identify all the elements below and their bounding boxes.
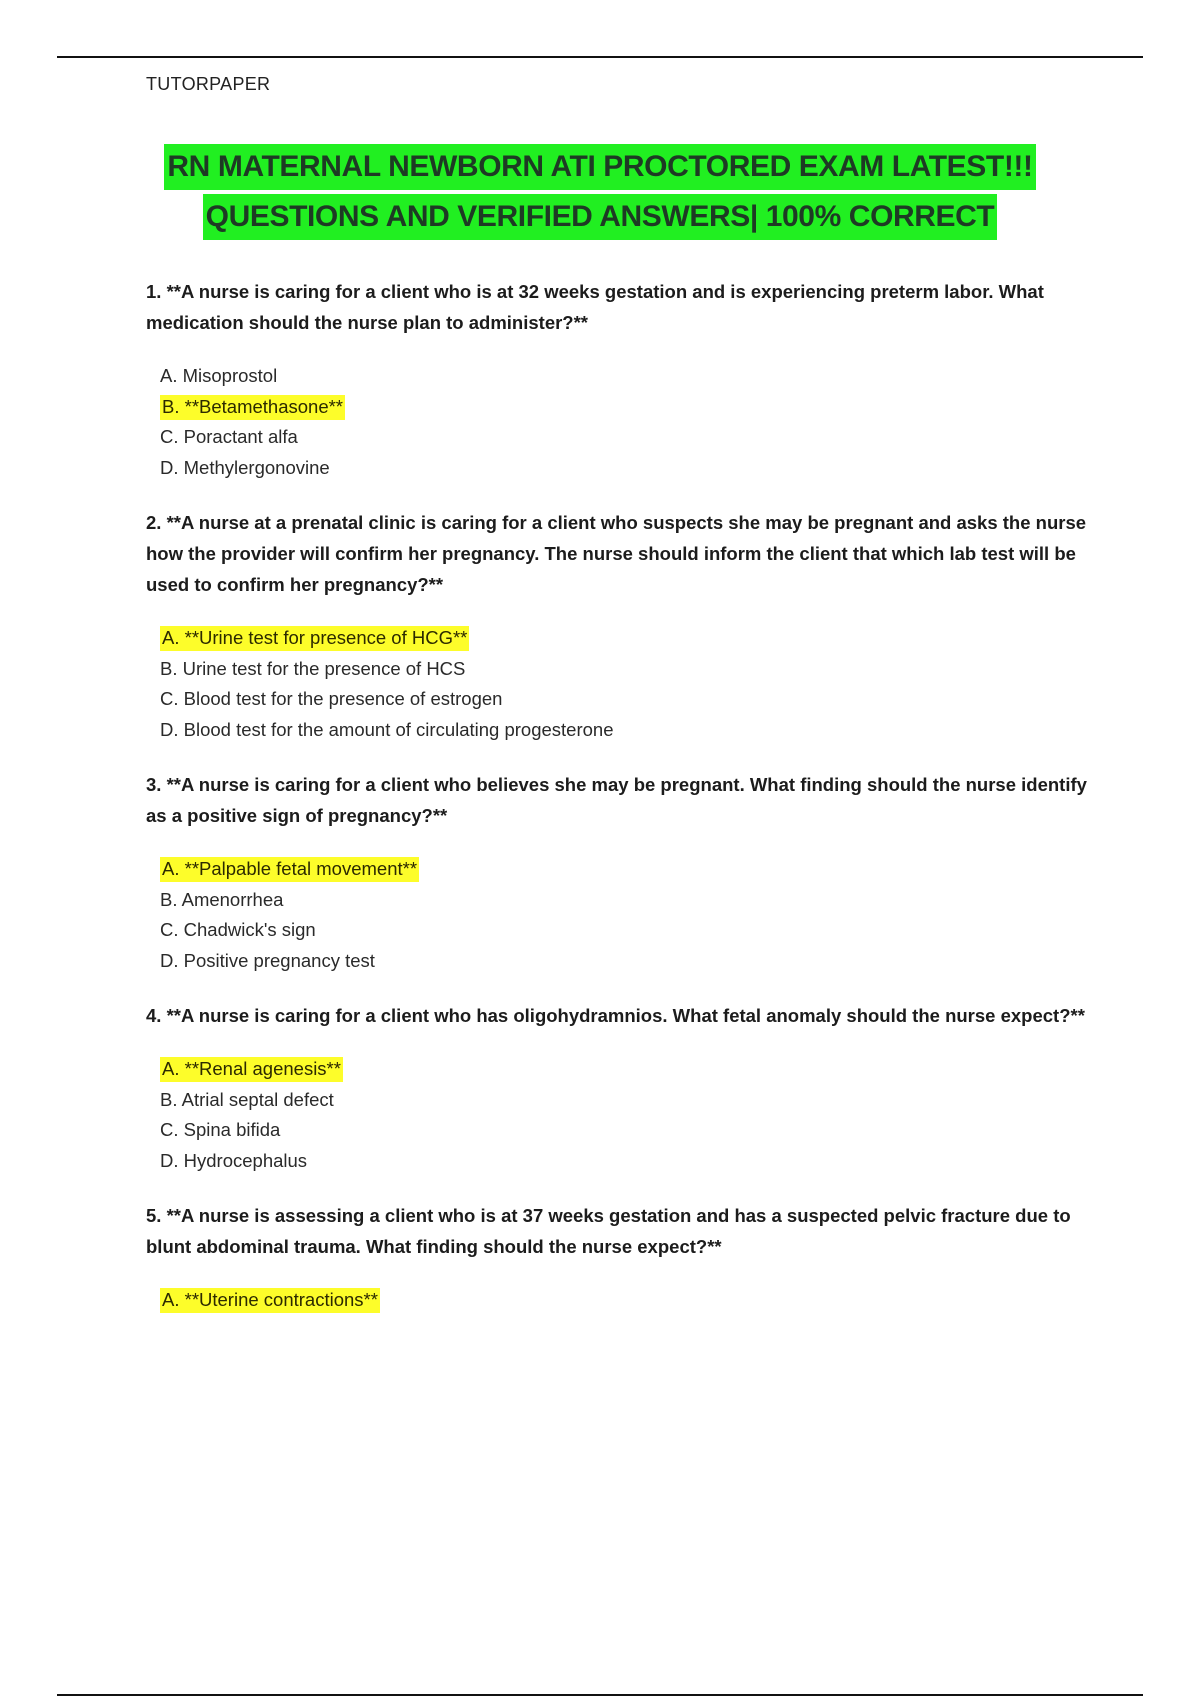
option-item-correct [160,854,1096,885]
option-item-correct [160,392,1096,423]
option-text: C. Blood test for the presence of estrogen [160,688,503,709]
option-item [160,422,1096,453]
question-text: 4. **A nurse is caring for a client who has oligohydramnios. What fetal anomaly should the nurse expect?** [146,1005,1085,1026]
option-text: C. Spina bifida [160,1119,281,1140]
question-text: 5. **A nurse is assessing a client who is at 37 weeks gestation and has a suspected pelvic fracture due to blunt abdominal trauma. What finding should the nurse expect?** [146,1205,1071,1257]
option-text: D. Methylergonovine [160,456,330,478]
question-text: 2. **A nurse at a prenatal clinic is caring for a client who suspects she may be pregnant and asks the nurse how the provider will confirm her pregnancy. The nurse should inform the client that which lab test will be used to confirm her pregnancy?** [146,512,1087,595]
question-5 [146,1200,1096,1316]
option-text: D. Hydrocephalus [160,1149,308,1171]
correct-answer-highlight: A. **Palpable fetal movement** [160,857,419,882]
correct-answer-highlight: A. **Renal agenesis** [160,1057,343,1082]
option-text: B. Atrial septal defect [160,1088,334,1110]
option-item [160,885,1096,916]
option-item [160,1085,1096,1116]
correct-answer-highlight: B. **Betamethasone** [160,395,345,420]
option-text: D. Positive pregnancy test [160,949,375,971]
option-item [160,1146,1096,1177]
option-text: B. Urine test for the presence of HCS [160,657,466,679]
option-item-correct [160,1054,1096,1085]
option-text: B. Amenorrhea [160,888,284,910]
correct-answer-highlight: A. **Uterine contractions** [160,1288,380,1313]
bottom-rule [57,1694,1143,1696]
header-label: TUTORPAPER [146,74,271,94]
option-item [160,915,1096,946]
option-list [160,623,1096,745]
option-item [160,946,1096,977]
option-text: A. Misoprostol [160,365,278,386]
option-list [160,1054,1096,1176]
option-item-correct [160,623,1096,654]
option-item [160,1115,1096,1146]
option-list [160,1285,1096,1316]
option-item-correct [160,1285,1096,1316]
option-item [160,654,1096,685]
question-1 [146,276,1096,483]
option-text: C. Chadwick's sign [160,919,316,940]
question-text: 1. **A nurse is caring for a client who is at 32 weeks gestation and is experiencing preterm labor. What medication should the nurse plan to administer?** [146,281,1044,333]
option-item [160,715,1096,746]
option-item [160,453,1096,484]
option-list [160,361,1096,483]
title-line-2: QUESTIONS AND VERIFIED ANSWERS| 100% CORRECT [203,194,998,240]
title-line-1: RN MATERNAL NEWBORN ATI PROCTORED EXAM LATEST!!! [164,144,1035,190]
option-text: C. Poractant alfa [160,426,298,447]
option-item [160,361,1096,392]
correct-answer-highlight: A. **Urine test for presence of HCG** [160,626,469,651]
question-2 [146,507,1096,745]
document-title [100,144,1100,240]
question-text: 3. **A nurse is caring for a client who believes she may be pregnant. What finding should the nurse identify as a positive sign of pregnancy?** [146,774,1087,826]
option-text: D. Blood test for the amount of circulating progesterone [160,718,614,740]
top-rule [57,56,1143,58]
question-4 [146,1000,1096,1176]
option-item [160,684,1096,715]
question-list [146,276,1096,1340]
question-3 [146,769,1096,976]
option-list [160,854,1096,976]
